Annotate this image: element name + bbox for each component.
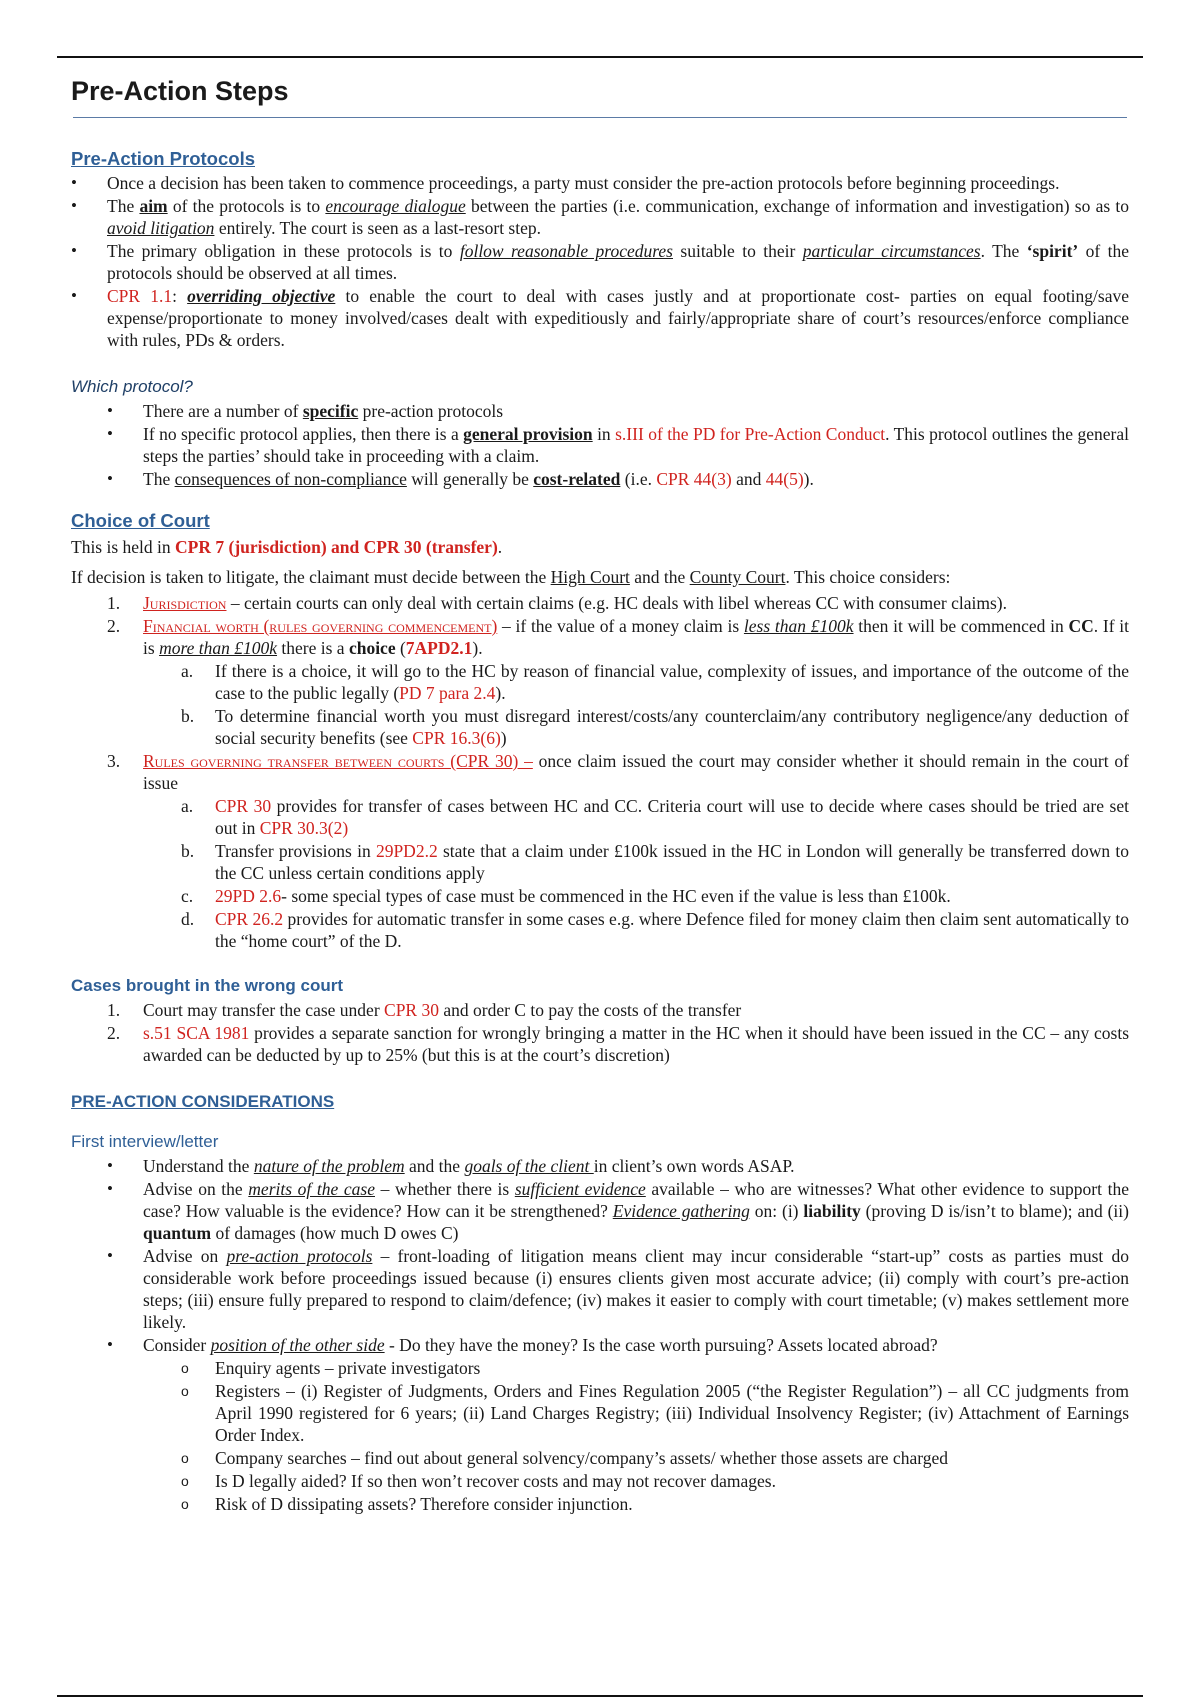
court-considerations-list (71, 592, 1129, 659)
list-item: • The aim of the protocols is to encourage dialogue between the parties (i.e. communication, exchange of information and investigation) so as to avoid litigation entirely. The court is seen as a last-resort step. (71, 195, 1129, 239)
court-held-paragraph: This is held in CPR 7 (jurisdiction) and CPR 30 (transfer). (71, 537, 503, 557)
list-item: o Risk of D dissipating assets? Therefore consider injunction. (71, 1493, 1129, 1515)
title-rule (73, 117, 1127, 118)
list-item: 1. Court may transfer the case under CPR 30 and order C to pay the costs of the transfer (107, 1000, 742, 1020)
list-item: 1. Jurisdiction – certain courts can only deal with certain claims (e.g. HC deals with libel whereas CC with consumer claims). (107, 593, 1007, 613)
top-rule (57, 56, 1143, 58)
protocols-list (71, 172, 1129, 351)
financial-worth-sublist (71, 660, 1129, 749)
list-item: • CPR 1.1: overriding objective to enable the court to deal with cases justly and at proportionate cost- parties on equal footing/save expense/proportionate to money involved/cases dealt with expeditiously and fairly/appropriate share of court’s resources/enforce compliance with rules, PDs & orders. (71, 285, 1129, 351)
list-item: o Enquiry agents – private investigators (71, 1357, 1129, 1379)
list-item: o Is D legally aided? If so then won’t recover costs and may not recover damages. (71, 1470, 1129, 1492)
list-item: • Advise on the merits of the case – whether there is sufficient evidence available – who are witnesses? What other evidence to support the case? How valuable is the evidence? How can it be strengthened? Evidence gathering on: (i) liability (proving D is/isn’t to blame); and (ii) quantum of damages (how much D owes C) (71, 1178, 1129, 1244)
heading-choice-of-court: Choice of Court (71, 510, 210, 531)
list-item: 2. Financial worth (rules governing commencement) – if the value of a money claim is less than £100k then it will be commenced in CC. If it is more than £100k there is a choice (7APD2.1). (107, 616, 1129, 658)
list-item: 2. s.51 SCA 1981 provides a separate sanction for wrongly bringing a matter in the HC when it should have been issued in the CC – any costs awarded can be deducted by up to 25% (but this is at the court’s discretion) (107, 1023, 1129, 1065)
transfer-rules-list (71, 750, 1129, 794)
considerations-list (71, 1155, 1129, 1356)
list-item: a. CPR 30 provides for transfer of cases between HC and CC. Criteria court will use to decide where cases should be tried are set out in CPR 30.3(2) (181, 796, 1129, 838)
which-protocol-list (71, 400, 1129, 490)
heading-first-interview: First interview/letter (71, 1132, 219, 1151)
list-item: • Consider position of the other side - Do they have the money? Is the case worth pursuing? Assets located abroad? (71, 1334, 1129, 1356)
bottom-rule (57, 1695, 1143, 1697)
list-item: • Once a decision has been taken to commence proceedings, a party must consider the pre-action protocols before beginning proceedings. (71, 172, 1129, 194)
other-side-sublist (71, 1357, 1129, 1515)
list-item: • There are a number of specific pre-action protocols (71, 400, 1129, 422)
document-page (71, 70, 1129, 1516)
list-item: a. If there is a choice, it will go to the HC by reason of financial value, complexity of issues, and importance of the outcome of the case to the public legally (PD 7 para 2.4). (181, 661, 1129, 703)
heading-pre-action-protocols: Pre-Action Protocols (71, 148, 255, 169)
list-item: b. To determine financial worth you must disregard interest/costs/any counterclaim/any contributory negligence/any deduction of social security benefits (see CPR 16.3(6)) (181, 706, 1129, 748)
list-item: c. 29PD 2.6- some special types of case must be commenced in the HC even if the value is less than £100k. (181, 886, 951, 906)
heading-which-protocol: Which protocol? (71, 377, 193, 396)
list-item: b. Transfer provisions in 29PD2.2 state that a claim under £100k issued in the HC in London will generally be transferred down to the CC unless certain conditions apply (181, 841, 1130, 883)
transfer-rules-sublist (71, 795, 1129, 952)
list-item: d. CPR 26.2 provides for automatic transfer in some cases e.g. where Defence filed for money claim then claim sent automatically to the “home court” of the D. (181, 909, 1129, 951)
list-item: 3. Rules governing transfer between courts (CPR 30) – once claim issued the court may consider whether it should remain in the court of issue (107, 751, 1129, 793)
list-item: o Company searches – find out about general solvency/company’s assets/ whether those assets are charged (71, 1447, 1129, 1469)
list-item: • The consequences of non-compliance will generally be cost-related (i.e. CPR 44(3) and 44(5)). (71, 468, 1129, 490)
page-title: Pre-Action Steps (71, 76, 289, 106)
court-intro-paragraph: If decision is taken to litigate, the claimant must decide between the High Court and the County Court. This choice considers: (71, 567, 951, 587)
wrong-court-list (71, 999, 1129, 1066)
list-item: • Advise on pre-action protocols – front-loading of litigation means client may incur considerable “start-up” costs as parties must do considerable work before proceedings issued because (i) ensures clients given most accurate advice; (ii) comply with court’s pre-action steps; (iii) ensure fully prepared to respond to claim/defence; (iv) makes it easier to comply with court timetable; (v) makes settlement more likely. (71, 1245, 1129, 1333)
heading-pre-action-considerations: PRE-ACTION CONSIDERATIONS (71, 1092, 335, 1111)
list-item: • The primary obligation in these protocols is to follow reasonable procedures suitable to their particular circumstances. The ‘spirit’ of the protocols should be observed at all times. (71, 240, 1129, 284)
list-item: o Registers – (i) Register of Judgments, Orders and Fines Regulation 2005 (“the Register Regulation”) – all CC judgments from April 1990 registered for 6 years; (ii) Land Charges Registry; (iii) Individual Insolvency Register; (iv) Attachment of Earnings Order Index. (71, 1380, 1129, 1446)
list-item: • Understand the nature of the problem and the goals of the client in client’s own words ASAP. (71, 1155, 1129, 1177)
list-item: • If no specific protocol applies, then there is a general provision in s.III of the PD for Pre-Action Conduct. This protocol outlines the general steps the parties’ should take in proceeding with a claim. (71, 423, 1129, 467)
heading-wrong-court: Cases brought in the wrong court (71, 976, 344, 995)
